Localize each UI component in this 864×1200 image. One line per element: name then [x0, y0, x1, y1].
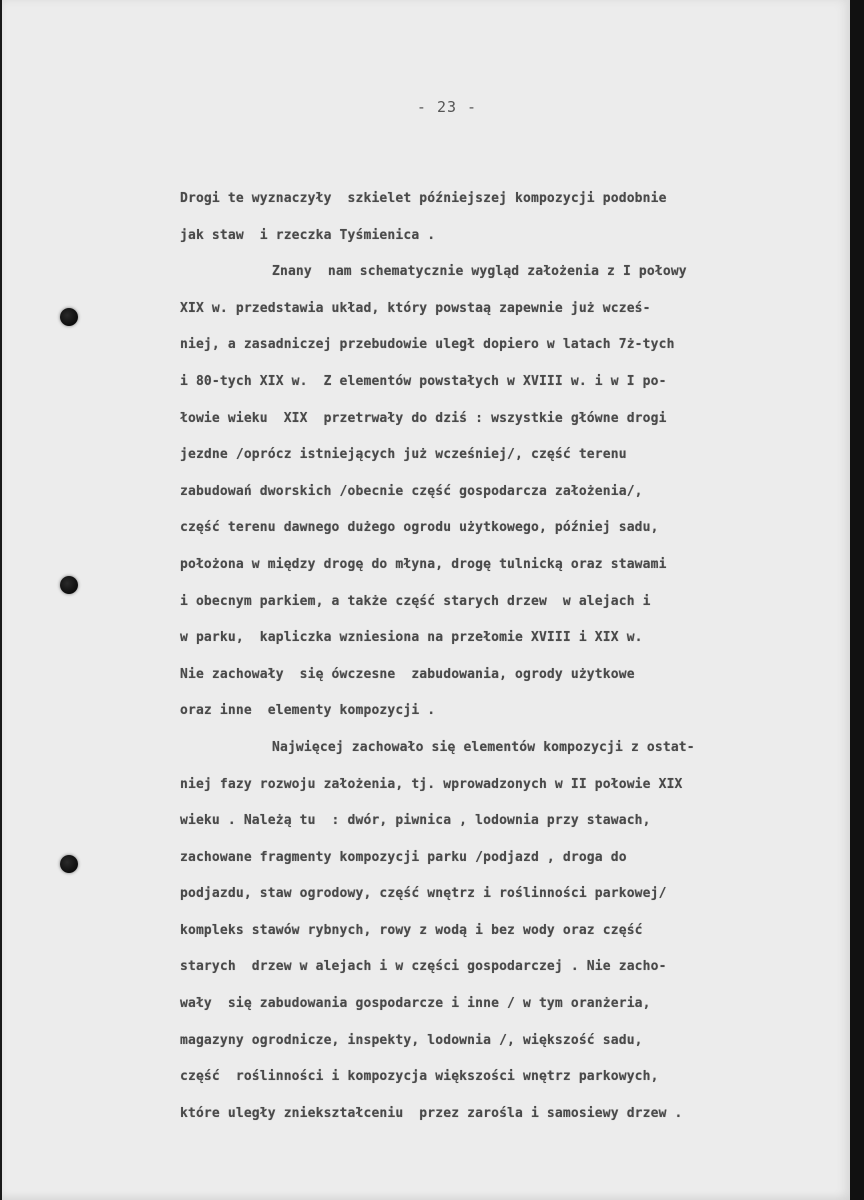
document-body: [180, 188, 840, 1139]
text-line: Nie zachowały się ówczesne zabudowania, ogrody użytkowe: [180, 666, 635, 682]
scan-edge: [850, 0, 864, 1200]
document-page: [2, 0, 850, 1200]
punch-hole: [60, 576, 78, 594]
text-line: Drogi te wyznaczyły szkielet późniejszej kompozycji podobnie: [180, 191, 667, 206]
text-line: starych drzew w alejach i w części gospodarczej . Nie zacho-: [180, 959, 667, 975]
text-line: w parku, kapliczka wzniesiona na przełomie XVIII i XIX w.: [180, 630, 643, 646]
text-line: część terenu dawnego dużego ogrodu użytkowego, później sadu,: [180, 520, 659, 536]
paragraph: [180, 737, 840, 1140]
text-line: XIX w. przedstawia układ, który powstaą zapewnie już wcześ-: [180, 300, 651, 316]
text-line: magazyny ogrodnicze, inspekty, lodownia /, większość sadu,: [180, 1032, 643, 1048]
text-line: oraz inne elementy kompozycji .: [180, 703, 436, 719]
punch-hole: [60, 308, 78, 326]
page-number: - 23 -: [416, 98, 478, 116]
text-line: jezdne /oprócz istniejących już wcześniej/, część terenu: [180, 447, 627, 463]
text-line: i 80-tych XIX w. Z elementów powstałych w XVIII w. i w I po-: [180, 373, 667, 389]
text-line: zachowane fragmenty kompozycji parku /podjazd , droga do: [180, 849, 627, 865]
text-line: łowie wieku XIX przetrwały do dziś : wszystkie główne drogi: [180, 410, 667, 426]
punch-hole: [60, 855, 78, 873]
text-line: Znany nam schematycznie wygląd założenia z I połowy: [272, 264, 687, 280]
text-line: położona w między drogę do młyna, drogę tulnicką oraz stawami: [180, 556, 667, 572]
paragraph: [180, 261, 840, 737]
text-line: część roślinności i kompozycja większości wnętrz parkowych,: [180, 1069, 659, 1085]
paragraph: [180, 188, 840, 261]
text-line: niej fazy rozwoju założenia, tj. wprowadzonych w II połowie XIX: [180, 776, 683, 792]
text-line: podjazdu, staw ogrodowy, część wnętrz i roślinności parkowej/: [180, 886, 667, 902]
text-line: kompleks stawów rybnych, rowy z wodą i bez wody oraz część: [180, 922, 643, 938]
text-line: Najwięcej zachowało się elementów kompozycji z ostat-: [272, 739, 695, 755]
text-line: i obecnym parkiem, a także część starych drzew w alejach i: [180, 593, 651, 609]
text-line: zabudowań dworskich /obecnie część gospodarcza założenia/,: [180, 483, 643, 499]
text-line: które uległy zniekształceniu przez zarośla i samosiewy drzew .: [180, 1105, 683, 1121]
text-line: wały się zabudowania gospodarcze i inne / w tym oranżeria,: [180, 996, 651, 1012]
text-line: wieku . Należą tu : dwór, piwnica , lodownia przy stawach,: [180, 813, 651, 829]
text-line: jak staw i rzeczka Tyśmienica .: [180, 227, 436, 243]
text-line: niej, a zasadniczej przebudowie uległ dopiero w latach 7ż-tych: [180, 337, 675, 353]
